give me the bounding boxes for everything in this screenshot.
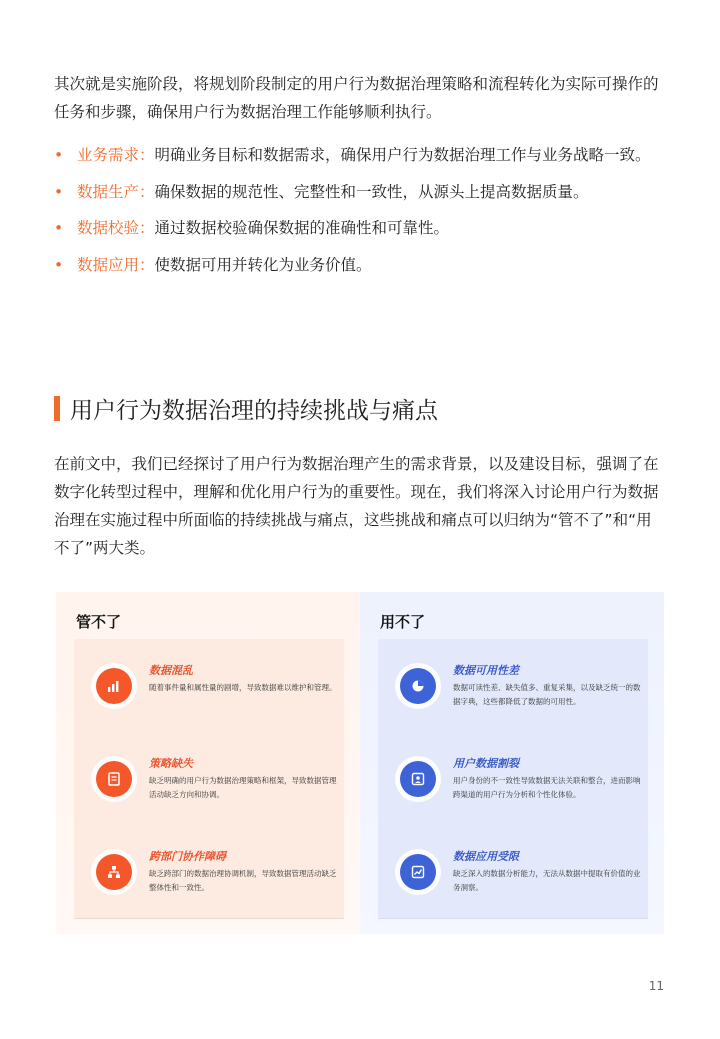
- line-chart-icon: [400, 854, 436, 890]
- bullet-data-validation: [54, 214, 651, 251]
- bullet-text: 使数据可用并转化为业务价值。: [154, 255, 372, 274]
- bullet-text: 明确业务目标和数据需求，确保用户行为数据治理工作与业务战略一致。: [154, 146, 651, 164]
- card-user-data-fragmented: [378, 732, 648, 826]
- panel-title: 用不了: [380, 613, 426, 631]
- panel-cannot-manage: [56, 592, 360, 934]
- card-description: 数据可读性差、缺失值多、重复采集，以及缺乏统一的数据字典，这些都降低了数据的可用性。: [453, 683, 641, 706]
- bullet-data-production: [54, 178, 651, 215]
- card-title: 数据可用性差: [453, 664, 519, 677]
- bullet-data-application: [54, 251, 651, 288]
- section-heading: [54, 392, 438, 425]
- card-application-limited: [378, 825, 648, 919]
- page-number: 11: [648, 979, 664, 993]
- bullet-dot-icon: •: [54, 255, 64, 274]
- card-title: 跨部门协作障碍: [149, 850, 226, 863]
- card-title: 用户数据割裂: [453, 757, 519, 770]
- bullet-label: 数据生产：: [77, 182, 155, 201]
- challenges-paragraph: 在前文中，我们已经探讨了用户行为数据治理产生的需求背景，以及建设目标，强调了在数字化转型过程中，理解和优化用户行为的重要性。现在，我们将深入讨论用户行为数据治理在实施过程中所面临的持续挑战与痛点，这些挑战和痛点可以归纳为“管不了”和“用不了”两大类。: [54, 455, 659, 557]
- section-heading-text: 用户行为数据治理的持续挑战与痛点: [70, 398, 438, 424]
- panel-title: 管不了: [76, 613, 122, 631]
- bar-chart-icon: [96, 668, 132, 704]
- card-cross-dept-barrier: [74, 825, 344, 919]
- bullet-label: 数据校验：: [77, 219, 155, 237]
- user-card-icon: [400, 761, 436, 797]
- panel-cannot-use: [360, 592, 664, 934]
- card-description: 缺乏跨部门的数据治理协调机制，导致数据管理活动缺乏整体性和一致性。: [149, 869, 337, 892]
- card-title: 数据应用受限: [453, 850, 519, 863]
- heading-accent-bar: [54, 396, 60, 421]
- implementation-bullet-list: [54, 141, 651, 287]
- bullet-label: 业务需求：: [77, 146, 155, 164]
- pie-chart-icon: [400, 668, 436, 704]
- card-description: 缺乏深入的数据分析能力，无法从数据中提取有价值的业务洞察。: [453, 869, 641, 892]
- bullet-business-demand: [54, 141, 651, 178]
- card-data-chaos: [74, 639, 344, 733]
- bullet-label: 数据应用：: [77, 255, 155, 274]
- org-chart-icon: [96, 854, 132, 890]
- card-poor-usability: [378, 639, 648, 733]
- card-title: 数据混乱: [149, 664, 193, 677]
- bullet-dot-icon: •: [54, 182, 64, 201]
- bullet-text: 确保数据的规范性、完整性和一致性，从源头上提高数据质量。: [154, 182, 589, 201]
- bullet-dot-icon: •: [54, 219, 64, 237]
- card-title: 策略缺失: [149, 757, 193, 770]
- card-description: 用户身份的不一致性导致数据无法关联和整合，进而影响跨渠道的用户行为分析和个性化体验。: [453, 776, 641, 799]
- card-description: 缺乏明确的用户行为数据治理策略和框架，导致数据管理活动缺乏方向和协调。: [149, 776, 337, 799]
- bullet-dot-icon: •: [54, 146, 64, 164]
- document-icon: [96, 761, 132, 797]
- card-description: 随着事件量和属性量的剧增，导致数据难以维护和管理。: [149, 683, 337, 692]
- intro-paragraph: 其次就是实施阶段，将规划阶段制定的用户行为数据治理策略和流程转化为实际可操作的任务和步骤，确保用户行为数据治理工作能够顺利执行。: [54, 75, 659, 121]
- bullet-text: 通过数据校验确保数据的准确性和可靠性。: [154, 219, 450, 237]
- card-strategy-missing: [74, 732, 344, 826]
